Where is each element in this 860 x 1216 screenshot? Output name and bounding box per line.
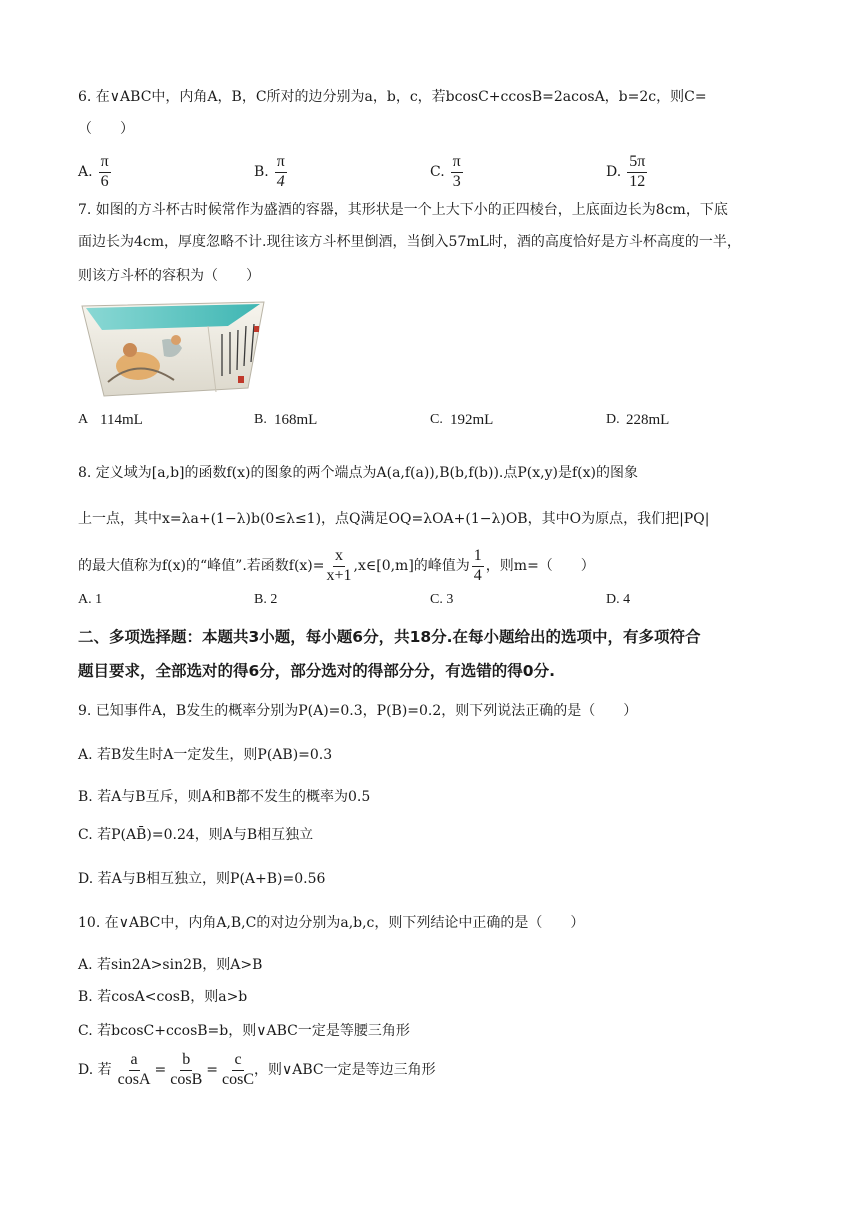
q10-option-c[interactable]: C. 若bcosC+ccosB=b，则∨ABC一定是等腰三角形 bbox=[78, 1023, 410, 1039]
q9-option-a[interactable]: A. 若B发生时A一定发生，则P(AB)=0.3 bbox=[78, 747, 333, 763]
q7-option-b[interactable]: 168mL bbox=[274, 412, 318, 428]
q6-stem-line2: （ ） bbox=[78, 121, 134, 137]
q7-option-a-label: A bbox=[78, 412, 89, 427]
q8-option-d[interactable]: D. 4 bbox=[606, 592, 631, 607]
q7-option-c[interactable]: 192mL bbox=[450, 412, 494, 428]
q6-option-b[interactable]: B. $\frac{\pi}{4}$ bbox=[254, 153, 285, 190]
q8-option-b[interactable]: B. 2 bbox=[254, 592, 278, 607]
fraction: $\frac{1}{4}$ bbox=[473, 547, 482, 584]
q7-option-b-label: B. bbox=[254, 412, 267, 427]
fraction: $\frac{5\pi}{12}$ bbox=[629, 153, 646, 190]
q7-option-a[interactable]: 114mL bbox=[100, 412, 143, 428]
q10-option-d[interactable]: D. 若 $\frac{a}{\cos A}$ = $\frac{b}{\cos B}$ = $\frac{c}{\cos C}$ ，则∨ABC一定是等边三角形 bbox=[78, 1051, 436, 1088]
q6-option-a[interactable]: A. $\frac{\pi}{6}$ bbox=[78, 153, 109, 190]
fraction: $\frac{x}{x+1}$ bbox=[326, 547, 352, 584]
q6-stem-line1: 6. 在∨ABC中，内角A，B，C所对的边分别为a，b，c，若bcosC+ccosB=2acosA，b=2c，则C= bbox=[78, 89, 707, 105]
q9-option-d[interactable]: D. 若A与B相互独立，则P(A+B)=0.56 bbox=[78, 871, 326, 887]
fraction: $\frac{\pi}{3}$ bbox=[452, 153, 461, 190]
q10-stem: 10. 在∨ABC中，内角A,B,C的对边分别为a,b,c，则下列结论中正确的是（ ） bbox=[78, 915, 585, 931]
q9-stem: 9. 已知事件A，B发生的概率分别为P(A)=0.3，P(B)=0.2，则下列说法正确的是（ ） bbox=[78, 703, 638, 719]
q8-options bbox=[78, 592, 798, 616]
q7-stem-line3: 则该方斗杯的容积为（ ） bbox=[78, 268, 260, 284]
q8-stem-line2: 上一点，其中x=λa+(1−λ)b(0≤λ≤1)，点Q满足OQ=λOA+(1−λ)OB，其中O为原点，我们把|PQ| bbox=[78, 511, 710, 527]
q7-option-d[interactable]: 228mL bbox=[626, 412, 670, 428]
q7-options bbox=[78, 412, 798, 442]
fraction: $\frac{c}{\cos C}$ bbox=[222, 1051, 254, 1088]
q9-option-b[interactable]: B. 若A与B互斥，则A和B都不发生的概率为0.5 bbox=[78, 789, 371, 805]
q10-option-a[interactable]: A. 若sin2A>sin2B，则A>B bbox=[78, 957, 263, 973]
fraction: $\frac{\pi}{4}$ bbox=[276, 153, 285, 190]
q8-stem-line1: 8. 定义域为[a,b]的函数f(x)的图象的两个端点为A(a,f(a)),B(b,f(b)).点P(x,y)是f(x)的图象 bbox=[78, 465, 638, 481]
q7-stem-line2: 面边长为4cm，厚度忽略不计.现往该方斗杯里倒酒，当倒入57mL时，酒的高度恰好是方斗杯高度的一半， bbox=[78, 234, 741, 250]
q6-options bbox=[78, 150, 798, 194]
q9-option-c[interactable]: C. 若P(AB̄)=0.24，则A与B相互独立 bbox=[78, 827, 314, 843]
q7-option-d-label: D. bbox=[606, 412, 620, 427]
q8-stem-line3: 的最大值称为f(x)的“峰值”.若函数f(x)= $\frac{x}{x+1}$ ,x∈[0,m]的峰值为 $\frac{1}{4}$ ，则m=（ ） bbox=[78, 547, 595, 584]
fraction: $\frac{\pi}{6}$ bbox=[100, 153, 109, 190]
q10-option-b[interactable]: B. 若cosA<cosB，则a>b bbox=[78, 989, 248, 1005]
q8-option-a[interactable]: A. 1 bbox=[78, 592, 103, 607]
q7-stem-line1: 7. 如图的方斗杯古时候常作为盛酒的容器，其形状是一个上大下小的正四棱台，上底面边长为8cm，下底 bbox=[78, 202, 728, 218]
q6-option-c[interactable]: C. $\frac{\pi}{3}$ bbox=[430, 153, 461, 190]
section-heading-multiple-choice: 二、多项选择题：本题共3小题，每小题6分，共18分.在每小题给出的选项中，有多项符合 题目要求，全部选对的得6分，部分选对的得部分分，有选错的得0分. bbox=[78, 628, 701, 680]
fangdou-cup-photo bbox=[78, 296, 270, 406]
q7-option-c-label: C. bbox=[430, 412, 443, 427]
fraction: $\frac{a}{\cos A}$ bbox=[117, 1051, 151, 1088]
q8-option-c[interactable]: C. 3 bbox=[430, 592, 454, 607]
q6-option-d[interactable]: D. $\frac{5\pi}{12}$ bbox=[606, 153, 646, 190]
fraction: $\frac{b}{\cos B}$ bbox=[170, 1051, 203, 1088]
